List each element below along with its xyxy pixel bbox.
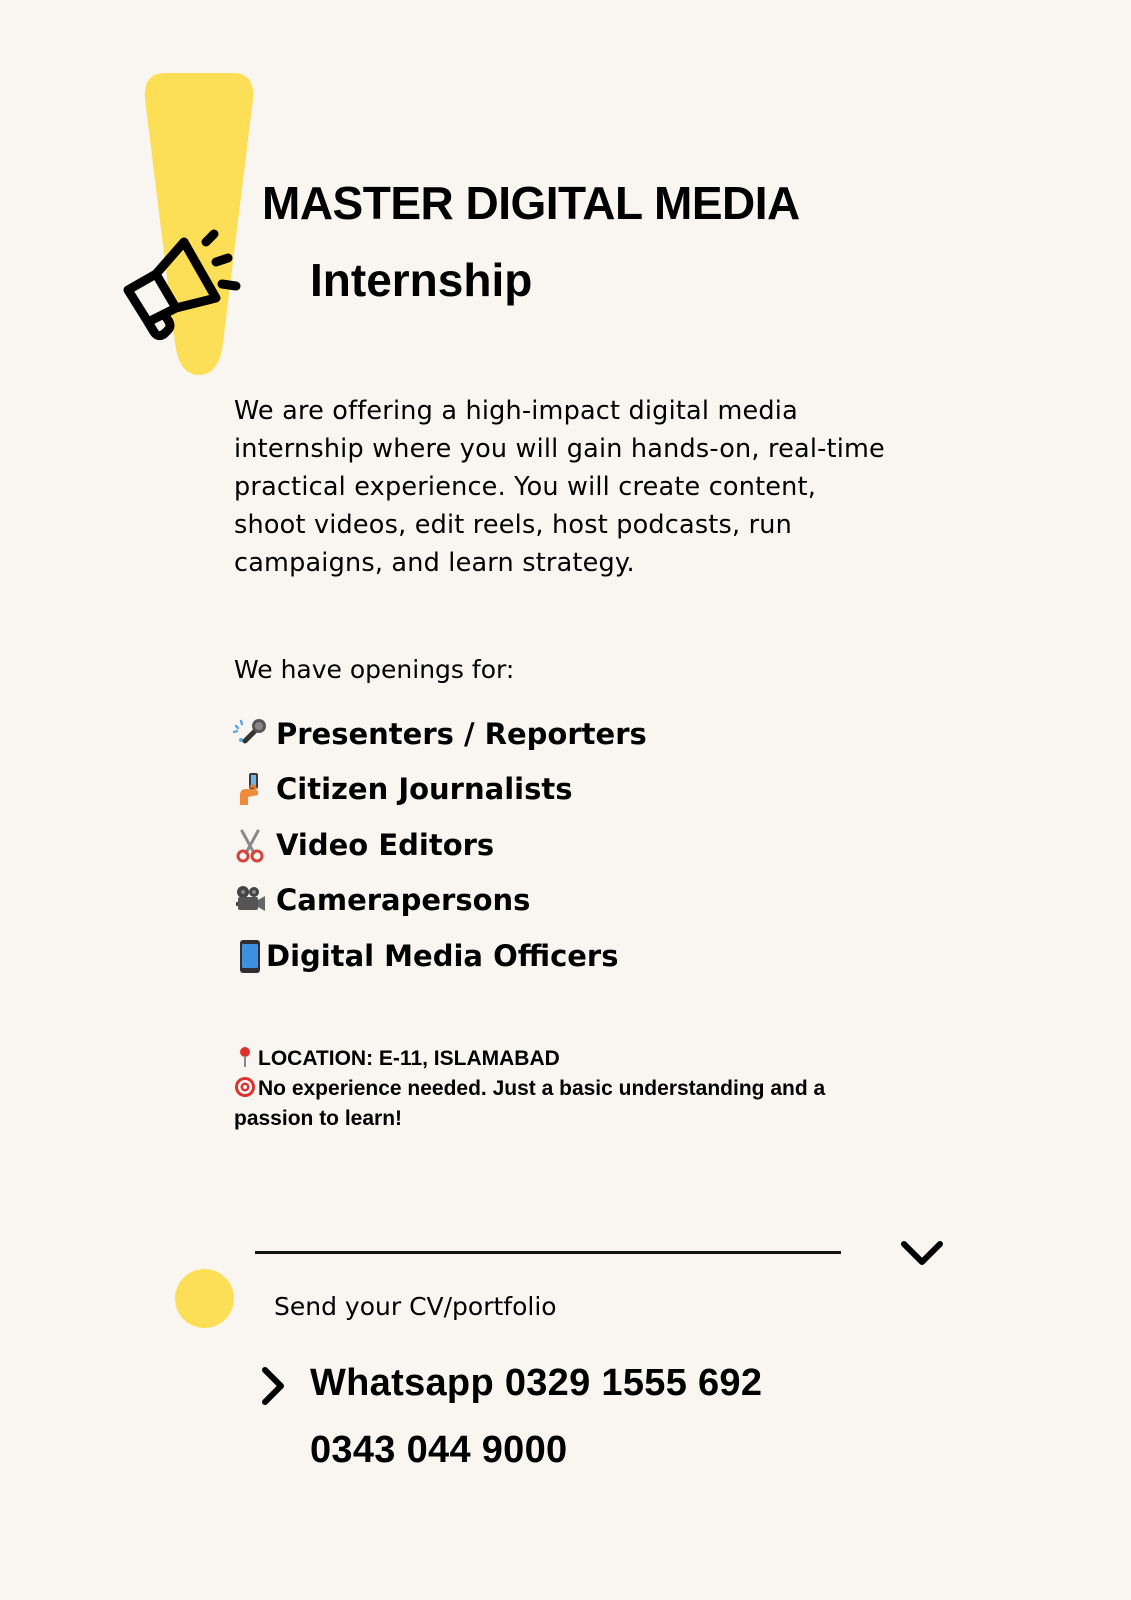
details-block xyxy=(234,1044,894,1134)
location-line xyxy=(234,1044,894,1074)
requirement-line xyxy=(234,1074,894,1134)
chevron-right-icon xyxy=(259,1366,287,1406)
role-label: Digital Media Officers xyxy=(266,938,619,973)
list-item xyxy=(232,762,647,818)
megaphone-icon xyxy=(118,228,248,343)
divider xyxy=(255,1251,841,1254)
role-label: Citizen Journalists xyxy=(276,772,573,807)
list-item xyxy=(232,928,647,984)
role-label: Presenters / Reporters xyxy=(276,716,647,751)
requirement-text: No experience needed. Just a basic understanding and a passion to learn! xyxy=(234,1077,826,1130)
mobile-phone-icon xyxy=(232,938,266,974)
chevron-down-icon xyxy=(898,1238,946,1270)
location-text: LOCATION: E-11, ISLAMABAD xyxy=(258,1047,560,1070)
whatsapp-number: Whatsapp 0329 1555 692 xyxy=(310,1362,763,1404)
list-item xyxy=(232,706,647,762)
list-item xyxy=(232,817,647,873)
openings-label: We have openings for: xyxy=(234,655,515,684)
page-title: MASTER DIGITAL MEDIA xyxy=(262,177,800,229)
roles-list xyxy=(232,706,647,984)
selfie-icon xyxy=(232,771,268,807)
page-subtitle: Internship xyxy=(310,254,533,306)
role-label: Video Editors xyxy=(276,827,495,862)
movie-camera-icon xyxy=(232,882,268,918)
intro-paragraph: We are offering a high-impact digital media internship where you will gain hands-on, real-time practical experience. You will create content, shoot videos, edit reels, host podcasts, run campaigns, and learn strategy. xyxy=(234,396,885,578)
role-label: Camerapersons xyxy=(276,883,531,918)
decorative-dot xyxy=(175,1269,234,1328)
list-item xyxy=(232,873,647,929)
phone-number: 0343 044 9000 xyxy=(310,1429,568,1471)
microphone-icon xyxy=(232,716,268,752)
target-icon xyxy=(234,1076,256,1098)
pin-icon xyxy=(234,1046,256,1068)
scissors-icon xyxy=(232,827,268,863)
send-cv-label: Send your CV/portfolio xyxy=(274,1292,557,1321)
